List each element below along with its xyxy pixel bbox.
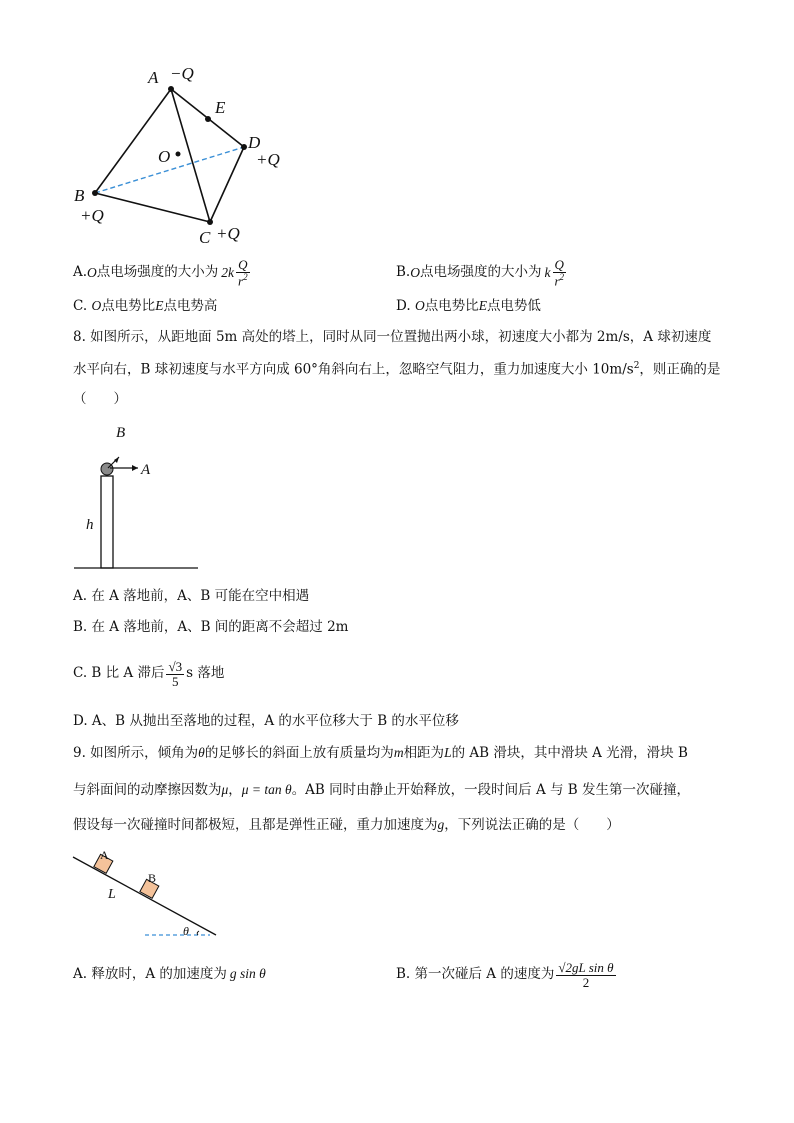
label-D: D xyxy=(248,133,261,152)
label-A: A xyxy=(148,68,159,87)
q7-option-C[interactable]: C. O点电势比E点电势高 xyxy=(73,298,218,314)
incline-label-A: A xyxy=(100,848,109,862)
label-plus-Q-B: +Q xyxy=(80,206,104,225)
q8-option-A[interactable]: A. 在 A 落地前，A、B 可能在空中相遇 xyxy=(73,588,310,604)
q9-option-A[interactable]: A. 释放时，A 的加速度为 g sin θ xyxy=(73,966,266,982)
q8-option-D[interactable]: D. A、B 从抛出至落地的过程，A 的水平位移大于 B 的水平位移 xyxy=(73,713,459,729)
label-plus-Q-D: +Q xyxy=(256,150,280,169)
incline-label-B: B xyxy=(148,871,157,885)
label-minus-Q: −Q xyxy=(170,64,194,83)
q9-stem-line1: 9. 如图所示，倾角为θ的足够长的斜面上放有质量均为m相距为L的 AB 滑块，其中滑块 A 光滑，滑块 B xyxy=(73,745,688,761)
label-C: C xyxy=(199,228,211,247)
tower-label-B: B xyxy=(116,425,126,441)
q7-option-A[interactable]: A. O 点电场强度的大小为 2k $\frac{Q}{r^2}$ xyxy=(73,257,248,289)
label-E: E xyxy=(215,98,226,117)
q9-stem-line3: 假设每一次碰撞时间都极短，且都是弹性正碰，重力加速度为g，下列说法正确的是（ ） xyxy=(73,817,620,833)
incline-figure xyxy=(70,845,230,945)
q8-option-C[interactable]: C. B 比 A 滞后 $\frac{√3}{5}$ s 落地 xyxy=(73,658,225,689)
q9-option-B[interactable]: B. 第一次碰后 A 的速度为 $\frac{\text{√2gL sin θ}}{2}$ xyxy=(396,959,614,990)
q8-stem-line2: 水平向右，B 球初速度与水平方向成 60°角斜向右上，忽略空气阻力，重力加速度大小 $10m/s^2$，则正确的是 xyxy=(73,361,721,378)
label-B: B xyxy=(74,186,85,205)
q8-stem-line1: 8. 如图所示，从距地面 5m 高处的塔上，同时从同一位置抛出两小球，初速度大小都为 2m/s，A 球初速度 xyxy=(73,329,712,345)
q7-option-B[interactable]: B. O 点电场强度的大小为 k $\frac{Q}{r^2}$ xyxy=(396,257,565,289)
incline-label-L: L xyxy=(108,887,116,902)
incline-label-theta: θ xyxy=(183,924,189,938)
label-O: O xyxy=(158,147,171,166)
q9-stem-line2: 与斜面间的动摩擦因数为μ，μ = tan θ。AB 同时由静止开始释放，一段时间后 A 与 B 发生第一次碰撞， xyxy=(73,782,690,798)
tower-label-h: h xyxy=(86,517,94,533)
q8-option-B[interactable]: B. 在 A 落地前，A、B 间的距离不会超过 2m xyxy=(73,619,349,635)
tower-label-A: A xyxy=(141,462,151,478)
label-plus-Q-C: +Q xyxy=(216,224,240,243)
tower-figure xyxy=(72,420,212,575)
q7-option-D[interactable]: D. O点电势比E点电势低 xyxy=(396,298,541,314)
q8-stem-line3: （ ） xyxy=(73,391,127,407)
